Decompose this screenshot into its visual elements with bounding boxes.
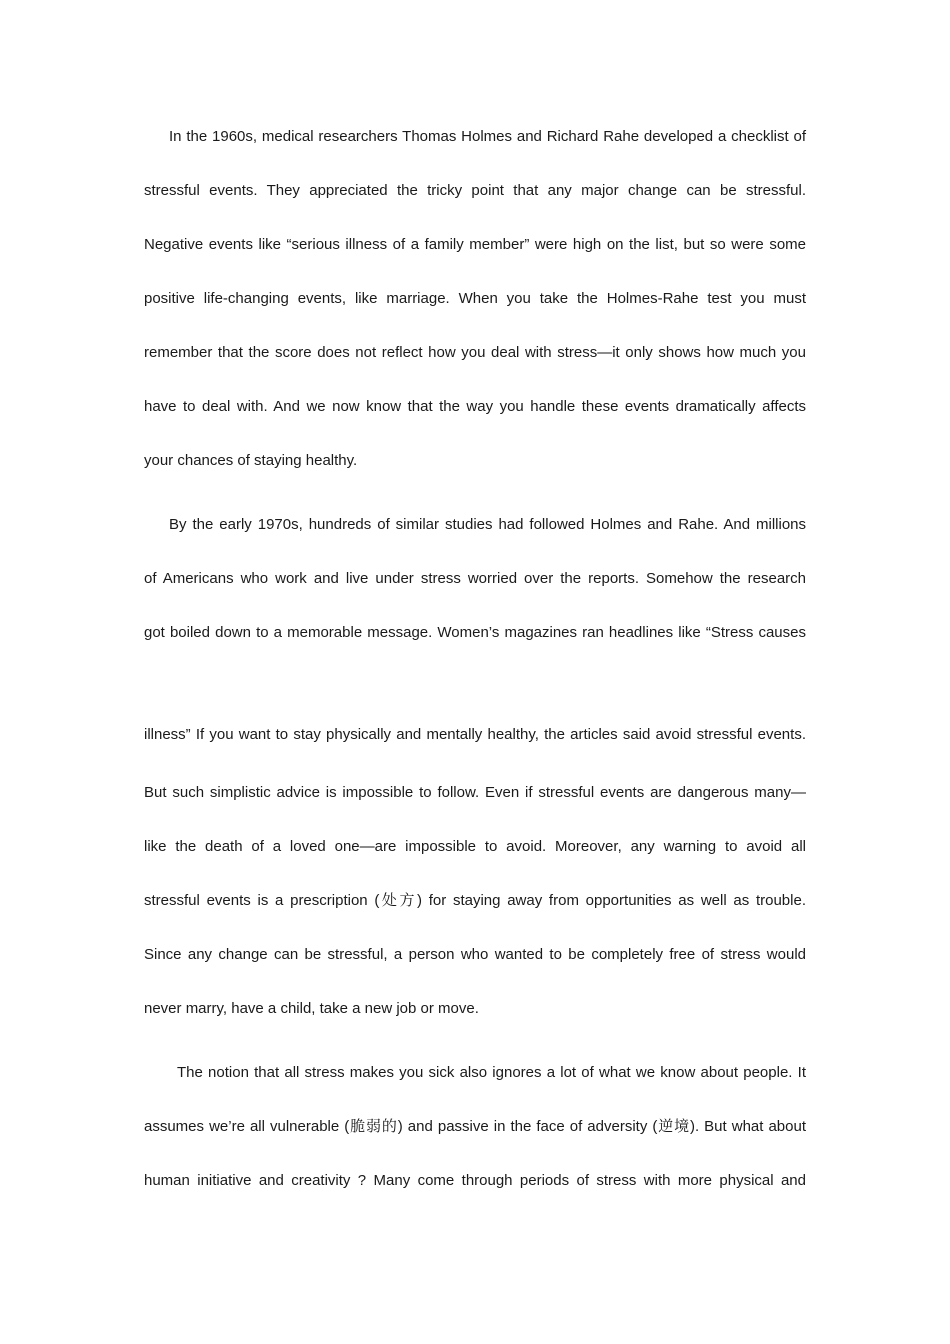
paragraph-2-line-6: like the death of a loved one—are impossible to avoid. Moreover, any warning to avoid all	[144, 838, 806, 855]
paragraph-3-line-2: assumes we’re all vulnerable (脆弱的) and passive in the face of adversity (逆境). But what about	[144, 1118, 806, 1135]
paragraph-2-line-4: illness” If you want to stay physically and mentally healthy, the articles said avoid stressful events.	[144, 726, 806, 743]
paragraph-1-line-7: your chances of staying healthy.	[144, 452, 358, 469]
paragraph-1-line-3: Negative events like “serious illness of a family member” were high on the list, but so were some	[144, 236, 806, 253]
paragraph-1-line-4: positive life-changing events, like marriage. When you take the Holmes-Rahe test you must	[144, 290, 806, 307]
paragraph-3-line-3: human initiative and creativity ? Many come through periods of stress with more physical and	[144, 1172, 806, 1189]
paragraph-2-line-3: got boiled down to a memorable message. Women’s magazines ran headlines like “Stress causes	[144, 624, 806, 641]
paragraph-2-line-7: stressful events is a prescription (处方) for staying away from opportunities as well as trouble.	[144, 892, 806, 909]
paragraph-1-line-5: remember that the score does not reflect how you deal with stress—it only shows how much you	[144, 344, 806, 361]
paragraph-1-line-2: stressful events. They appreciated the tricky point that any major change can be stressful.	[144, 182, 806, 199]
paragraph-1-line-6: have to deal with. And we now know that the way you handle these events dramatically affects	[144, 398, 806, 415]
paragraph-2-line-5: But such simplistic advice is impossible to follow. Even if stressful events are dangerous many—	[144, 784, 806, 801]
paragraph-1-line-1: In the 1960s, medical researchers Thomas Holmes and Richard Rahe developed a checklist of	[169, 128, 806, 145]
paragraph-2-line-8: Since any change can be stressful, a person who wanted to be completely free of stress would	[144, 946, 806, 963]
paragraph-2-line-1: By the early 1970s, hundreds of similar studies had followed Holmes and Rahe. And millions	[169, 516, 806, 533]
paragraph-2-line-9: never marry, have a child, take a new job or move.	[144, 1000, 479, 1017]
paragraph-3-line-1: The notion that all stress makes you sick also ignores a lot of what we know about people. It	[177, 1064, 806, 1081]
paragraph-2-line-2: of Americans who work and live under stress worried over the reports. Somehow the research	[144, 570, 806, 587]
